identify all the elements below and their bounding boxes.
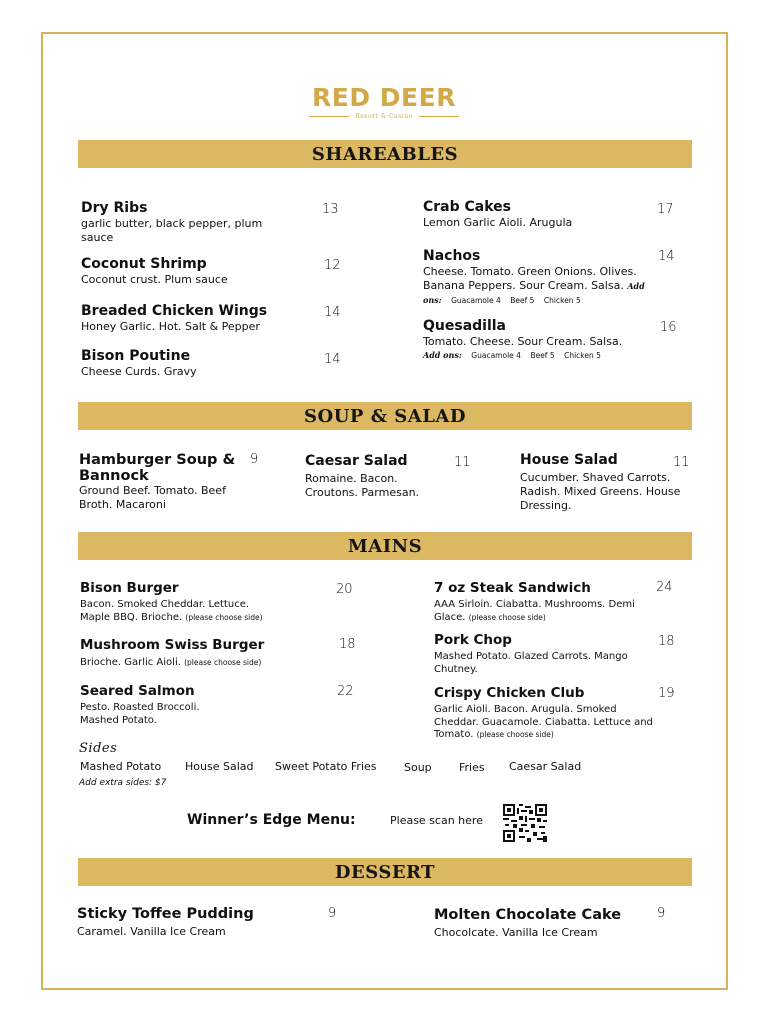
menu-item-mushroom-burger — [80, 637, 330, 670]
item-name: Bison Poutine — [81, 348, 191, 364]
item-price: 16 — [660, 320, 677, 335]
item-name: Bison Burger — [80, 580, 179, 596]
section-title: DESSERT — [334, 861, 436, 883]
item-price: 20 — [336, 582, 353, 597]
side-sweet-potato-fries: Sweet Potato Fries — [275, 760, 377, 773]
menu-item-house-salad — [520, 452, 692, 513]
menu-item-sticky-toffee — [77, 906, 307, 939]
side-soup: Soup — [404, 761, 432, 774]
item-desc: Cheese. Tomato. Green Onions. Olives. Banana Peppers. Sour Cream. Salsa. — [423, 265, 637, 292]
item-name: Quesadilla — [423, 318, 507, 334]
item-price: 19 — [658, 686, 675, 701]
menu-item-seared-salmon — [80, 683, 280, 727]
section-header-dessert — [78, 858, 692, 886]
item-name: Crispy Chicken Club — [434, 685, 585, 701]
item-price: 14 — [324, 352, 341, 367]
addon-guacamole: Guacamole 4 — [471, 351, 521, 360]
scan-prompt: Please scan here — [390, 814, 483, 827]
menu-item-bison-poutine — [81, 348, 311, 379]
item-name: Seared Salmon — [80, 683, 195, 699]
sides-title: Sides — [79, 741, 118, 756]
side-fries: Fries — [459, 761, 485, 774]
item-name: Mushroom Swiss Burger — [80, 637, 265, 653]
menu-item-coconut-shrimp — [81, 256, 311, 287]
side-note: (please choose side) — [476, 730, 554, 739]
addon-beef: Beef 5 — [510, 296, 535, 305]
extra-sides-note: Add extra sides: $7 — [79, 778, 167, 788]
item-name: House Salad — [520, 452, 618, 468]
item-desc: Mashed Potato. Glazed Carrots. Mango Chutney. — [434, 651, 628, 675]
menu-item-crab-cakes — [423, 199, 643, 230]
section-header-soup-salad — [78, 402, 692, 430]
menu-item-caesar-salad — [305, 453, 445, 500]
item-desc: Lemon Garlic Aioli. Arugula — [423, 216, 573, 229]
item-name: Coconut Shrimp — [81, 256, 207, 272]
item-desc: Pesto. Roasted Broccoli. Mashed Potato. — [80, 702, 200, 726]
menu-item-molten-cake — [434, 907, 664, 940]
item-price: 13 — [322, 202, 339, 217]
item-name: Pork Chop — [434, 632, 512, 648]
item-name: Nachos — [423, 248, 481, 264]
item-price: 11 — [673, 455, 690, 470]
side-note: (please choose side) — [184, 658, 262, 667]
side-mashed-potato: Mashed Potato — [80, 760, 162, 773]
section-header-mains — [78, 532, 692, 560]
section-header-shareables — [78, 140, 692, 168]
item-name: 7 oz Steak Sandwich — [434, 580, 591, 596]
item-desc: AAA Sirloin. Ciabatta. Mushrooms. Demi Glace. — [434, 599, 635, 623]
item-name: Crab Cakes — [423, 199, 512, 215]
item-price: 14 — [324, 305, 341, 320]
section-title: SOUP & SALAD — [304, 405, 466, 427]
item-name: Caesar Salad — [305, 453, 408, 469]
item-price: 11 — [454, 455, 471, 470]
menu-item-nachos — [423, 248, 655, 308]
item-price: 9 — [250, 452, 259, 467]
winners-edge-label: Winner’s Edge Menu: — [187, 812, 356, 828]
section-title: MAINS — [347, 535, 423, 557]
menu-item-chicken-wings — [81, 303, 321, 334]
item-name: Dry Ribs — [81, 200, 148, 216]
item-price: 9 — [328, 906, 337, 921]
logo-tagline: Resort & Casino — [355, 113, 413, 120]
addons-label: Add ons: — [423, 350, 462, 360]
item-name: Sticky Toffee Pudding — [77, 906, 254, 922]
item-desc: Romaine. Bacon. Croutons. Parmesan. — [305, 472, 420, 499]
item-desc: Garlic Aioli. Bacon. Arugula. Smoked Cheddar. Guacamole. Ciabatta. Lettuce and Tomato. — [434, 704, 653, 740]
item-price: 18 — [339, 637, 356, 652]
item-desc: Chocolcate. Vanilla Ice Cream — [434, 926, 598, 939]
item-desc: Honey Garlic. Hot. Salt & Pepper — [81, 320, 260, 333]
menu-item-chicken-club — [434, 685, 656, 742]
item-desc: Brioche. Garlic Aioli. — [80, 657, 181, 668]
side-note: (please choose side) — [185, 612, 263, 622]
menu-item-dry-ribs — [81, 200, 291, 245]
menu-item-hamburger-soup — [79, 452, 254, 512]
item-price: 9 — [657, 906, 666, 921]
logo — [0, 84, 768, 120]
item-price: 14 — [658, 249, 675, 264]
item-desc: Cheese Curds. Gravy — [81, 365, 197, 378]
menu-item-quesadilla — [423, 318, 663, 361]
menu-item-bison-burger — [80, 580, 280, 624]
item-desc: Ground Beef. Tomato. Beef Broth. Macaroni — [79, 484, 226, 511]
item-desc: Cucumber. Shaved Carrots. Radish. Mixed Greens. House Dressing. — [520, 471, 681, 512]
item-name: Breaded Chicken Wings — [81, 303, 268, 319]
side-house-salad: House Salad — [185, 760, 254, 773]
item-desc: Bacon. Smoked Cheddar. Lettuce. Maple BBQ. Brioche. — [80, 599, 250, 623]
item-price: 17 — [657, 202, 674, 217]
side-note: (please choose side) — [468, 612, 546, 622]
item-price: 24 — [656, 580, 673, 595]
menu-item-steak-sandwich — [434, 580, 654, 624]
logo-rule-left — [309, 116, 349, 117]
section-title: SHAREABLES — [311, 143, 459, 165]
side-caesar-salad: Caesar Salad — [509, 760, 582, 773]
qr-code[interactable] — [503, 804, 547, 842]
addons-label: Add ons: — [423, 281, 645, 305]
addon-chicken: Chicken 5 — [543, 296, 581, 305]
item-price: 18 — [658, 634, 675, 649]
item-name: Molten Chocolate Cake — [434, 907, 622, 923]
logo-name: RED DEER — [312, 83, 456, 112]
addon-beef: Beef 5 — [530, 351, 555, 360]
item-price: 22 — [337, 684, 354, 699]
item-desc: Coconut crust. Plum sauce — [81, 273, 228, 286]
item-desc: Tomato. Cheese. Sour Cream. Salsa. — [423, 335, 623, 348]
item-name: Hamburger Soup & Bannock — [79, 452, 236, 484]
menu-item-pork-chop — [434, 632, 654, 676]
item-desc: Caramel. Vanilla Ice Cream — [77, 925, 226, 938]
addon-chicken: Chicken 5 — [564, 351, 601, 360]
item-price: 12 — [324, 258, 341, 273]
addon-guacamole: Guacamole 4 — [451, 296, 501, 305]
item-desc: garlic butter, black pepper, plum sauce — [81, 217, 263, 244]
logo-rule-right — [419, 116, 459, 117]
